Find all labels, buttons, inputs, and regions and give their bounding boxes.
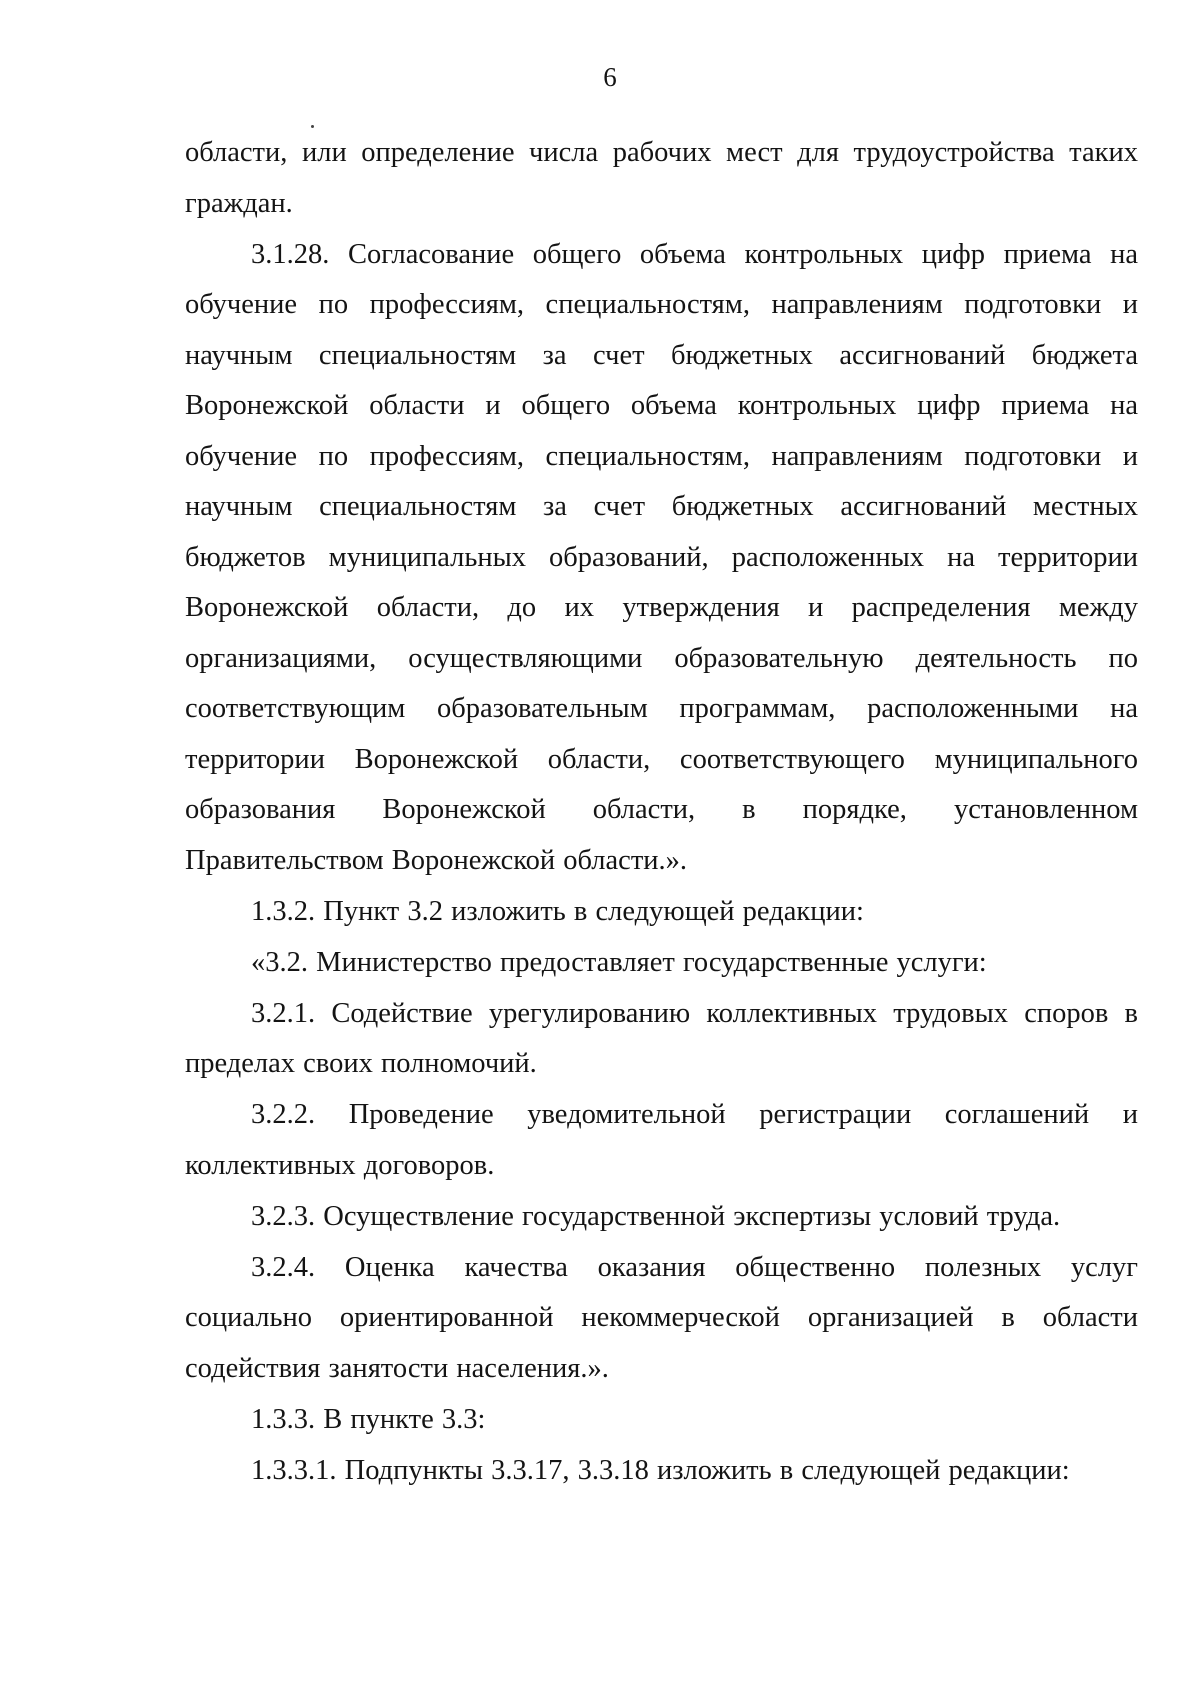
paragraph-3-2-1: 3.2.1. Содействие урегулированию коллективных трудовых споров в пределах своих полномочий. (185, 997, 1138, 1079)
paragraph-3-2-2: 3.2.2. Проведение уведомительной регистрации соглашений и коллективных договоров. (185, 1099, 1138, 1181)
page-number: 6 (603, 62, 617, 92)
paragraph-3-2-3: 3.2.3. Осуществление государственной экспертизы условий труда. (251, 1200, 1061, 1232)
paragraph-3-2-4: 3.2.4. Оценка качества оказания общественно полезных услуг социально ориентированной некоммерческой организацией в области содействия занятости населения.». (185, 1251, 1138, 1384)
paragraph-continuation: области, или определение числа рабочих мест для трудоустройства таких граждан. (185, 137, 1138, 219)
paragraph-1-3-2: 1.3.2. Пункт 3.2 изложить в следующей редакции: (251, 895, 864, 927)
paragraph-1-3-3: 1.3.3. В пункте 3.3: (251, 1403, 486, 1435)
paragraph-1-3-3-1: 1.3.3.1. Подпункты 3.3.17, 3.3.18 изложить в следующей редакции: (251, 1454, 1070, 1486)
paragraph-3-1-28: 3.1.28. Согласование общего объема контрольных цифр приема на обучение по профессиям, специальностям, направлениям подготовки и научным специальностям за счет бюджетных ассигнований бюджета Воронежской области и общего объема контрольных цифр приема на обучение по профессиям, специальностям, направлениям подготовки и научным специальностям за счет бюджетных ассигнований местных бюджетов муниципальных образований, расположенных на территории Воронежской области, до их утверждения и распределения между организациями, осуществляющими образовательную деятельность по соответствующим образовательным программам, расположенными на территории Воронежской области, соответствующего муниципального образования Воронежской области, в порядке, установленном Правительством Воронежской области.». (185, 238, 1138, 876)
document-body (185, 128, 1138, 1496)
paragraph-3-2: «3.2. Министерство предоставляет государственные услуги: (251, 946, 987, 978)
